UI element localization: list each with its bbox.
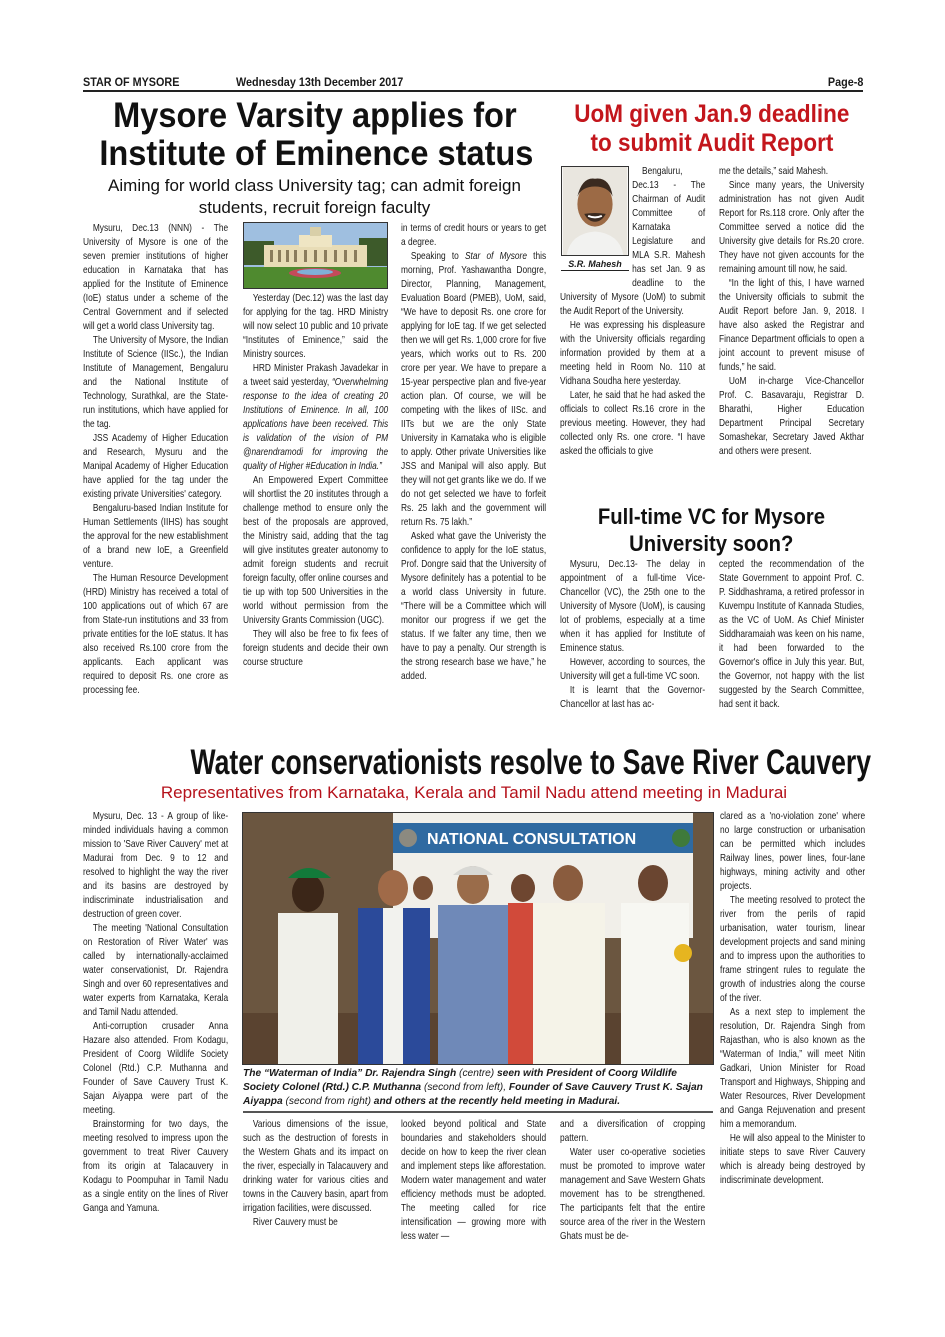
paragraph: Brainstorming for two days, the meeting resolved to impress upon the government to treat River Cauvery from its origin at Talacauvery in Kodagu to Poompuhar in Tamil Nadu as a single entity on the lines of River Ganga and Yamuna. bbox=[83, 1119, 229, 1214]
caption-rule bbox=[243, 1111, 713, 1113]
paragraph: Various dimensions of the issue, such as the destruction of forests in the Western Ghats and its impact on the river, especially in Talacauvery and drinking water for various cities and towns in the Cauvery basin, apart from irrigation facilities, were discussed. bbox=[243, 1119, 389, 1214]
paragraph: me the details,” said Mahesh. bbox=[719, 166, 829, 177]
italic-text: Star of Mysore bbox=[464, 251, 527, 262]
story3-column-2 bbox=[719, 558, 864, 712]
story4-subhead bbox=[83, 783, 865, 803]
masthead-rule bbox=[83, 90, 863, 92]
story4-column-4 bbox=[560, 1118, 705, 1244]
caption-segment: (second from left), bbox=[423, 1082, 509, 1093]
caption-segment: The “Waterman of India” Dr. Rajendra Singh bbox=[243, 1068, 460, 1079]
caption-segment: (centre) bbox=[459, 1068, 497, 1079]
subhead-line: students, recruit foreign faculty bbox=[198, 198, 431, 217]
caption-segment: seen with President of Coorg Wildlife Society Colonel (Rtd.) C.P. Muthanna bbox=[243, 1068, 677, 1093]
story3-column-1 bbox=[560, 558, 705, 712]
paragraph: An Empowered Expert Committee will shortlist the 20 institutes through a challenge method to ensure only the best of the proposals are approved, the Ministry said, adding that the tag will give institutes greater autonomy to admit foreign students and recruit foreign faculty, offer online courses and tie up with top 500 Universities in the world without permission from the University Grants Commission (UGC). bbox=[243, 475, 389, 626]
paragraph: They will also be free to fix fees of foreign students and decide their own course structure bbox=[243, 629, 389, 668]
story4-column-2 bbox=[243, 1118, 388, 1230]
story4-column-1 bbox=[83, 810, 228, 1216]
caption-segment: Founder of Save Cauvery Trust K. Sajan Aiyappa bbox=[243, 1082, 703, 1107]
university-building-photo bbox=[243, 222, 388, 289]
headline-line: to submit Audit Report bbox=[590, 129, 833, 157]
paragraph: Asked what gave the Univeristy the confidence to apply for the IoE status, Prof. Dongre said that the University of Mysore definitely has a potential to be a world class University in future. “There will be a Committee which will monitor our progress if we get the status. If we falter any time, then we have to pay a penalty. Our strength is the strong research base we have,” he added. bbox=[401, 531, 547, 682]
paragraph: in terms of credit hours or years to get a degree. bbox=[401, 223, 547, 248]
paragraph: cepted the recommendation of the State Government to appoint Prof. C. P. Siddhashrama, a retired professor in Kuvempu Institute of Kannada Studies, as the VC of UoM. As Chief Minister Siddharamaiah was keen on his name, it had been forwarded to the Governor's office in July this year. But, the Governor, not happy with the list suggested by the Search Committee, had sent it back. bbox=[719, 559, 865, 710]
story1-column-2 bbox=[243, 292, 388, 670]
paragraph: He was expressing his displeasure with the University officials regarding information provided by them at a meeting held in Room No. 110 at Vidhana Soudha here yesterday. bbox=[560, 320, 706, 387]
story1-column-3 bbox=[401, 222, 546, 684]
paragraph: Yesterday (Dec.12) was the last day for applying for the tag. HRD Ministry will now select 10 public and 10 private “Institutes of Eminence,” said the Ministry sources. bbox=[243, 293, 389, 360]
story4-column-5 bbox=[720, 810, 865, 1188]
group-photo-image bbox=[243, 813, 713, 1064]
story4-headline bbox=[83, 743, 872, 782]
paragraph: The University of Mysore, the Indian Institute of Science (IISc.), the Indian Institute of Management, Bengaluru and the National Institute of Technology, Surathkal, are the State-run institutions, which have applied for the tag. bbox=[83, 335, 229, 430]
paragraph: The Human Resource Development (HRD) Ministry has received a total of 100 applications out of which 67 are from State-run institutions and 33 from private entities for the IoE status. It has also received Rs.100 crore from the applicants. Each applicant was required to deposit Rs. one crore as processing fee. bbox=[83, 573, 229, 696]
photo-wrap-space bbox=[560, 165, 632, 283]
paragraph: Mysuru, Dec. 13 - A group of like-minded individuals having a common mission to 'Save River Cauvery' met at Madurai from Dec. 9 to 12 and resolved to highlight the way the river and its basins are destroyed by indiscriminate industrialisation and destruction of green cover. bbox=[83, 811, 229, 920]
paragraph: UoM in-charge Vice-Chancellor Prof. C. Basavaraju, Registrar D. Bharathi, Higher Education Department Principal Secretary Somashekar, Secretary Javed Akthar and others were present. bbox=[719, 376, 865, 457]
headline-line: UoM given Jan.9 deadline bbox=[573, 100, 850, 128]
paragraph: He will also appeal to the Minister to initiate steps to save River Cauvery which is already being destroyed by indiscriminate development. bbox=[720, 1133, 866, 1186]
headline-line: Mysore Varsity applies for bbox=[112, 96, 517, 135]
story3-headline bbox=[555, 503, 868, 557]
paragraph: JSS Academy of Higher Education and Research, Mysuru and the Manipal Academy of Higher Education have applied for the tag under the existing private Universities' category. bbox=[83, 433, 229, 500]
paragraph bbox=[243, 362, 388, 474]
headline-line: Institute of Eminence status bbox=[99, 134, 534, 173]
paragraph: Bengaluru, Dec.13 - The Chairman of Audit Committee of Karnataka Legislature and MLA S.R. Mahesh has set Jan. 9 as deadline to the University of Mysore (UoM) to submit the Audit Report of the University. bbox=[560, 166, 706, 317]
madurai-meeting-photo bbox=[242, 812, 714, 1065]
story2-column-2 bbox=[719, 165, 864, 459]
paragraph: The meeting resolved to protect the river from the perils of rapid urbanisation, water tourism, linear development projects and sand mining and to impress upon the authorities to frame stringent rules to regulate the growth of industries along the course of the river. bbox=[720, 895, 866, 1004]
paragraph: Water user co-operative societies must be promoted to improve water management and Save Western Ghats movement has to be strengthened. The participants felt that the entire source area of the river in the Western Ghats must be de- bbox=[560, 1147, 706, 1242]
subhead-line: Aiming for world class University tag; can admit foreign bbox=[108, 176, 521, 195]
portrait-caption: S.R. Mahesh bbox=[561, 258, 629, 271]
paragraph: and a diversification of cropping pattern. bbox=[560, 1119, 706, 1144]
paragraph: The meeting 'National Consultation on Restoration of River Water' was called by internationally-acclaimed water conservationist, Dr. Rajendra Singh and over 60 representatives and water experts from Karnataka, Kerala and Tamil Nadu attended. bbox=[83, 923, 229, 1018]
subhead-text: Representatives from Karnataka, Kerala and Tamil Nadu attend meeting in Madurai bbox=[160, 783, 788, 802]
paragraph: Anti-corruption crusader Anna Hazare also attended. From Kodagu, President of Coorg Wildlife Society Colonel (Rtd.) C.P. Muthanna and Founder of Save Cauvery Trust K. Sajan Aiyappa were part of the meeting. bbox=[83, 1021, 229, 1116]
paragraph: Mysuru, Dec.13- The delay in appointment of a full-time Vice-Chancellor (VC), the 25th one to the University of Mysore (UoM), is causing lot of problems, especially at a time when it has applied for Institute of Eminence status. bbox=[560, 559, 706, 654]
paragraph: looked beyond political and State boundaries and stakeholders should decide on how to keep the river clean and implement steps like afforestation. Modern water management and water efficiency methods must be adopted. The meeting called for rice intensification — growing more with less water — bbox=[401, 1119, 547, 1242]
paragraph bbox=[401, 250, 546, 530]
caption-segment: (second from right) bbox=[285, 1096, 374, 1107]
paragraph: As a next step to implement the resolution, Dr. Rajendra Singh from Rajasthan, who is also known as the “Waterman of India,” will meet Nitin Gadkari, Union Minister for Road Transport and Highways, Shipping and Water Resources, River Development and Ganga Rejuvenation and present him a memorandum. bbox=[720, 1007, 866, 1130]
story4-column-3 bbox=[401, 1118, 546, 1244]
headline-line: University soon? bbox=[629, 531, 794, 556]
italic-text: “Overwhelming response to the idea of creating 20 Institutions of Eminence. In all, 100 applications have been received. This is validation of the vision of PM @narendramodi for improving the quality of Higher #Education in India.” bbox=[243, 377, 389, 472]
paragraph: Bengaluru-based Indian Institute for Human Settlements (IIHS) has sought the approval for the new establishment of a brand new IoE, a Greenfield venture. bbox=[83, 503, 229, 570]
paragraph: clared as a 'no-violation zone' where no large construction or urbanisation can be permitted which includes Railway lines, power lines, four-lane highways, mining activity and other projects. bbox=[720, 811, 866, 892]
caption-segment: and others at the recently held meeting in Madurai. bbox=[373, 1096, 621, 1107]
banner-text: NATIONAL CONSULTATION bbox=[427, 831, 637, 848]
story1-headline bbox=[83, 97, 546, 173]
paragraph: Later, he said that he had asked the officials to collect Rs.16 crore in the previous meeting. However, they had collected only Rs. one crore. “I have asked the officials to give bbox=[560, 390, 706, 457]
text-segment: this morning, Prof. Yashawantha Dongre, Director, Planning, Management, Evaluation Board (PMEB), UoM, said, “We have to deposit Rs. one crore for applying for IoE tag. If we get selected then we will get Rs. 1,000 crore for five years, which works out to Rs. 200 crore per year. We have to prepare a 15-year perspective plan and five-year action plan. Of course, we will be competing with the likes of IISc. and IITs but we are the only State University in Karnataka who is eligible to apply. Other private Universities like JSS and Manipal will also apply. But they will not get grants like we do. If we do not get selected we have to forfeit Rs. 25 lakh and the government will return Rs. 75 lakh.” bbox=[401, 251, 547, 528]
text-segment: Speaking to bbox=[410, 251, 465, 262]
newspaper-name: STAR OF MYSORE bbox=[83, 75, 180, 89]
story1-column-1 bbox=[83, 222, 228, 698]
paragraph: River Cauvery must be bbox=[252, 1217, 338, 1228]
headline-line: Full-time VC for Mysore bbox=[597, 504, 826, 529]
paragraph: Since many years, the University administration has not given Audit Report for Rs.118 crore. Only after the Committee served a notice did the University give details for Rs.20 crore. They have not given accounts for the remaining amount till now, he said. bbox=[719, 180, 865, 275]
building-image bbox=[244, 223, 387, 288]
paragraph: “In the light of this, I have warned the University officials to submit the Audit Report before Jan. 9, 2018. I have also asked the Registrar and Finance Department officials to open a joint account to prevent misuse of funds,” he said. bbox=[719, 278, 865, 373]
photo-caption bbox=[243, 1067, 713, 1109]
paragraph: Mysuru, Dec.13 (NNN) - The University of Mysore is one of the seven premier institutions of higher education in Karnataka that has applied for the Institute of Eminence (IoE) status under a scheme of the Central Government and if selected will get a world class University tag. bbox=[83, 223, 229, 332]
paragraph: However, according to sources, the University will get a full-time VC soon. bbox=[560, 657, 706, 682]
headline-text: Water conservationists resolve to Save River Cauvery bbox=[190, 743, 872, 782]
issue-date: Wednesday 13th December 2017 bbox=[236, 75, 404, 89]
page-number: Page-8 bbox=[827, 75, 863, 89]
masthead bbox=[83, 75, 863, 91]
story1-subhead bbox=[83, 175, 546, 219]
text-segment: HRD Minister Prakash Javadekar in a tweet said yesterday, bbox=[243, 363, 389, 388]
story2-headline bbox=[555, 100, 868, 158]
paragraph: It is learnt that the Governor-Chancellor at last has ac- bbox=[560, 685, 706, 710]
story2-column-1 bbox=[560, 165, 705, 459]
